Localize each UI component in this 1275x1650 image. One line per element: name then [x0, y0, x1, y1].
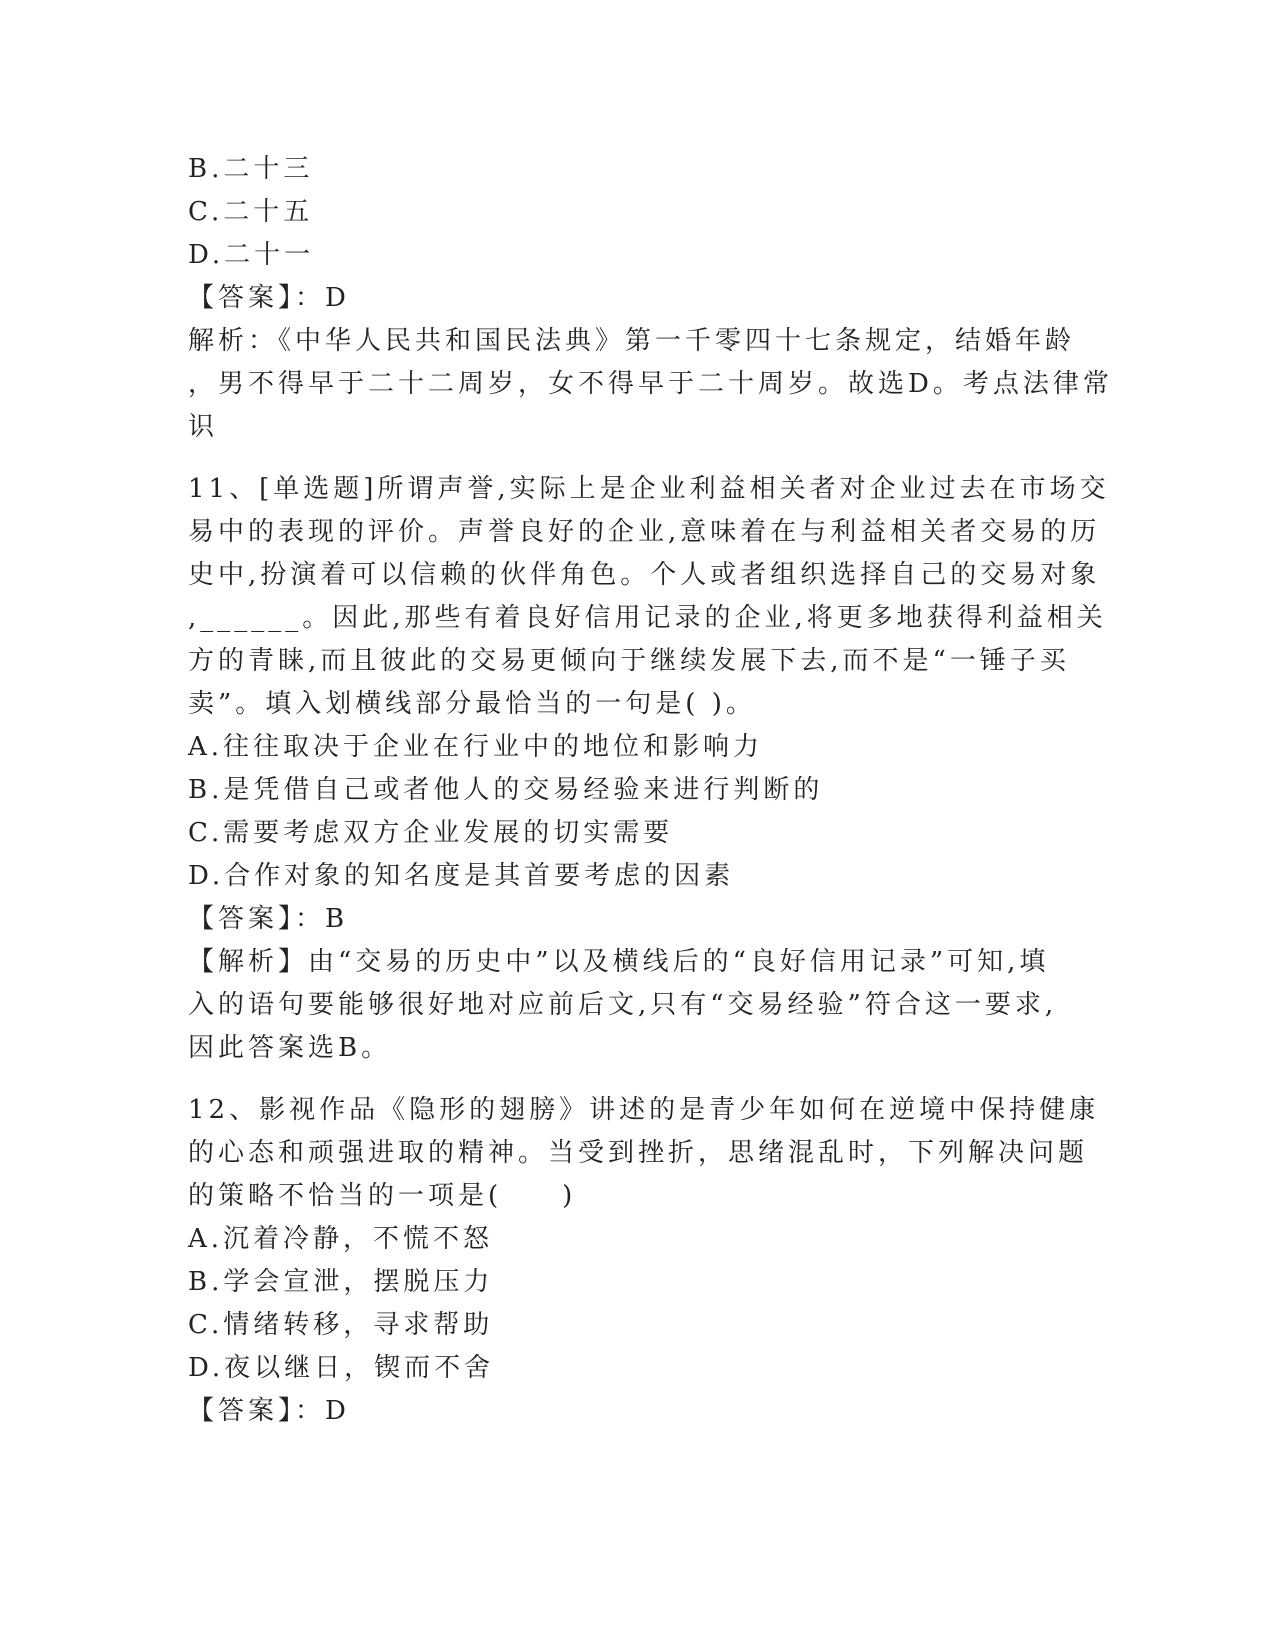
question-text-line: 的心态和顽强进取的精神。当受到挫折，思绪混乱时，下列解决问题 — [188, 1138, 1089, 1168]
explanation-line: 因此答案选B。 — [188, 1033, 392, 1063]
option-c: C.需要考虑双方企业发展的切实需要 — [188, 818, 674, 848]
document-content — [188, 148, 1113, 1433]
explanation-line: 解析：《中华人民共和国民法典》第一千零四十七条规定，结婚年龄 — [188, 326, 1076, 356]
option-d: D.二十一 — [188, 240, 315, 270]
question-text-line: 的策略不恰当的一项是( ) — [188, 1181, 577, 1211]
option-d: D.夜以继日，锲而不舍 — [188, 1353, 495, 1383]
answer: 【答案】：D — [188, 283, 350, 313]
option-c: C.情绪转移，寻求帮助 — [188, 1310, 494, 1340]
option-d: D.合作对象的知名度是其首要考虑的因素 — [188, 861, 735, 891]
answer: 【答案】：D — [188, 1396, 350, 1426]
explanation-line: 【解析】由“交易的历史中”以及横线后的“良好信用记录”可知,填 — [188, 947, 1050, 977]
option-a: A.往往取决于企业在行业中的地位和影响力 — [188, 732, 764, 762]
paragraph-gap — [188, 449, 1088, 468]
question-11 — [188, 468, 1110, 1070]
paragraph-gap — [188, 1070, 1088, 1089]
question-10-tail — [188, 148, 1113, 449]
question-text-line: ,______。因此,那些有着良好信用记录的企业,将更多地获得利益相关 — [188, 603, 1107, 633]
answer: 【答案】：B — [188, 904, 349, 934]
explanation-line: 识 — [188, 412, 219, 442]
option-a: A.沉着冷静，不慌不怒 — [188, 1224, 494, 1254]
question-text-line: 史中,扮演着可以信赖的伙伴角色。个人或者组织选择自己的交易对象 — [188, 560, 1101, 590]
option-c: C.二十五 — [188, 197, 314, 227]
option-b: B.学会宣泄，摆脱压力 — [188, 1267, 494, 1297]
question-12 — [188, 1089, 1100, 1433]
question-text-line: 方的青睐,而且彼此的交易更倾向于继续发展下去,而不是“一锤子买 — [188, 646, 1070, 676]
option-b: B.是凭借自己或者他人的交易经验来进行判断的 — [188, 775, 824, 805]
option-b: B.二十三 — [188, 154, 314, 184]
explanation-line: ，男不得早于二十二周岁，女不得早于二十周岁。故选D。考点法律常 — [188, 369, 1113, 399]
question-text-line: 11、[单选题]所谓声誉,实际上是企业利益相关者对企业过去在市场交 — [188, 474, 1110, 504]
explanation-line: 入的语句要能够很好地对应前后文,只有“交易经验”符合这一要求, — [188, 990, 1058, 1020]
question-text-line: 卖”。填入划横线部分最恰当的一句是( )。 — [188, 689, 756, 719]
question-text-line: 12、影视作品《隐形的翅膀》讲述的是青少年如何在逆境中保持健康 — [188, 1095, 1100, 1125]
question-text-line: 易中的表现的评价。声誉良好的企业,意味着在与利益相关者交易的历 — [188, 517, 1101, 547]
